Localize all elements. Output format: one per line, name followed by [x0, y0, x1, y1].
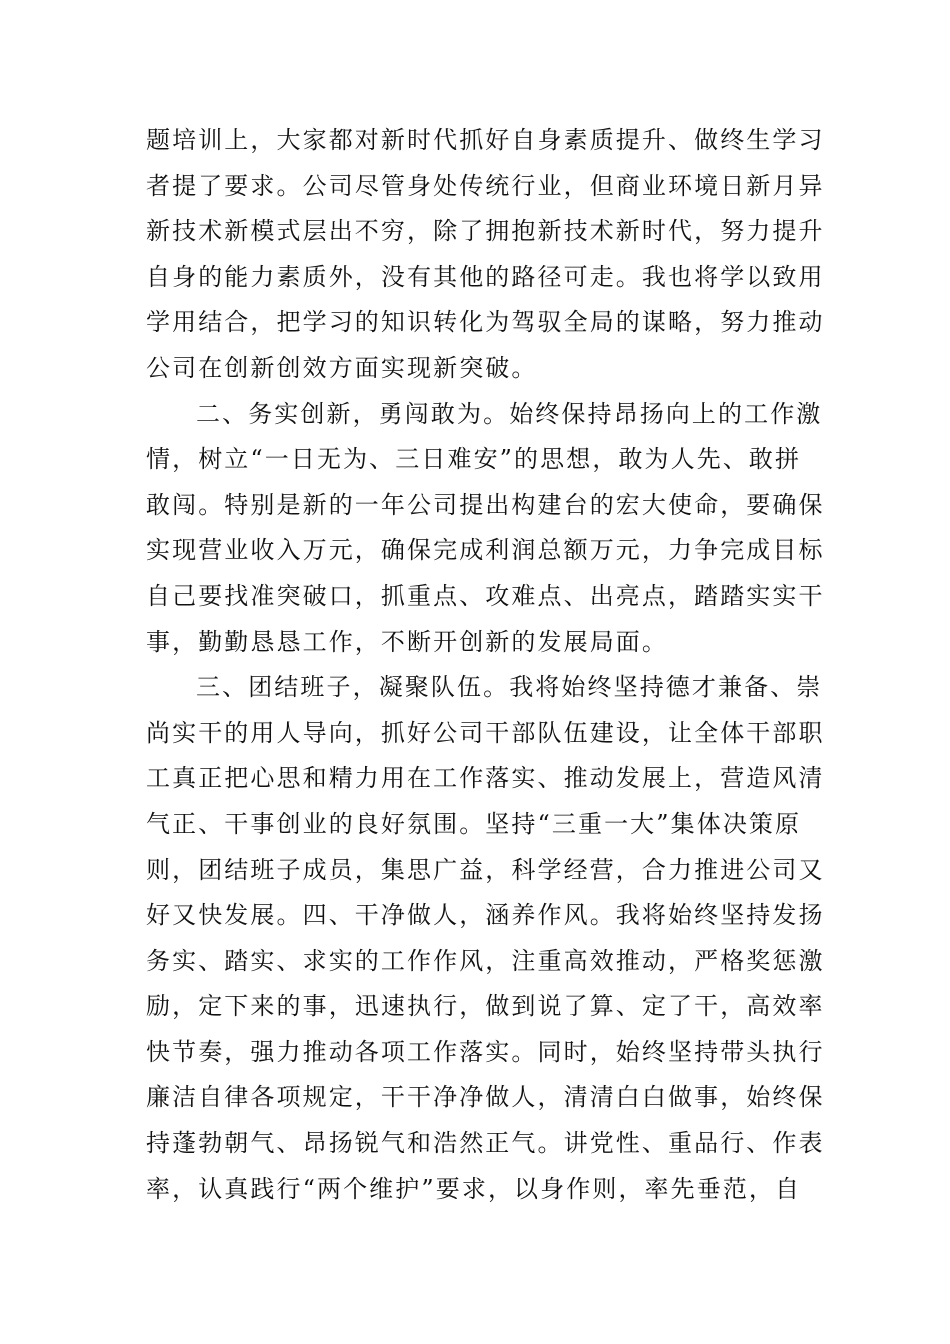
- text-line: 实现营业收入万元，确保完成利润总额万元，力争完成目标: [146, 536, 825, 565]
- text-line: 题培训上，大家都对新时代抓好自身素质提升、做终生学习: [146, 126, 825, 154]
- text-line: 持蓬勃朝气、昂扬锐气和浩然正气。讲党性、重品行、作表: [146, 1129, 825, 1158]
- text-line: 则，团结班子成员，集思广益，科学经营，合力推进公司又: [146, 855, 825, 884]
- text-line: 学用结合，把学习的知识转化为驾驭全局的谋略，努力推动: [146, 308, 825, 337]
- text-line: 者提了要求。公司尽管身处传统行业，但商业环境日新月异: [146, 171, 825, 200]
- text-line: 公司在创新创效方面实现新突破。: [146, 353, 538, 382]
- text-line: 工真正把心思和精力用在工作落实、推动发展上，营造风清: [146, 764, 825, 793]
- text-line: 自己要找准突破口，抓重点、攻难点、出亮点，踏踏实实干: [146, 581, 825, 610]
- text-line: 自身的能力素质外，没有其他的路径可走。我也将学以致用: [146, 262, 825, 291]
- paragraph-start-line: 二、务实创新，勇闯敢为。始终保持昂扬向上的工作激: [196, 399, 823, 428]
- text-line: 尚实干的用人导向，抓好公司干部队伍建设，让全体干部职: [146, 718, 825, 747]
- text-line: 廉洁自律各项规定，干干净净做人，清清白白做事，始终保: [146, 1083, 825, 1112]
- text-line: 励，定下来的事，迅速执行，做到说了算、定了干，高效率: [146, 992, 825, 1021]
- text-line: 新技术新模式层出不穷，除了拥抱新技术新时代，努力提升: [146, 217, 825, 246]
- body-text: [146, 118, 825, 1212]
- text-line: 气正、干事创业的良好氛围。坚持“三重一大”集体决策原: [146, 809, 802, 838]
- text-line: 好又快发展。四、干净做人，涵养作风。我将始终坚持发扬: [146, 901, 825, 930]
- paragraph-start-line: 三、团结班子，凝聚队伍。我将始终坚持德才兼备、崇: [196, 673, 823, 702]
- text-line: 敢闯。特别是新的一年公司提出构建台的宏大使命，要确保: [146, 490, 825, 519]
- text-line: 快节奏，强力推动各项工作落实。同时，始终坚持带头执行: [146, 1037, 825, 1066]
- text-line: 情，树立“一日无为、三日难安”的思想，敢为人先、敢拼: [146, 445, 802, 474]
- text-line: 务实、踏实、求实的工作作风，注重高效推动，严格奖惩激: [146, 946, 825, 975]
- text-line: 事，勤勤恳恳工作，不断开创新的发展局面。: [146, 627, 668, 656]
- text-line: 率，认真践行“两个维护”要求，以身作则，率先垂范，自: [146, 1174, 802, 1203]
